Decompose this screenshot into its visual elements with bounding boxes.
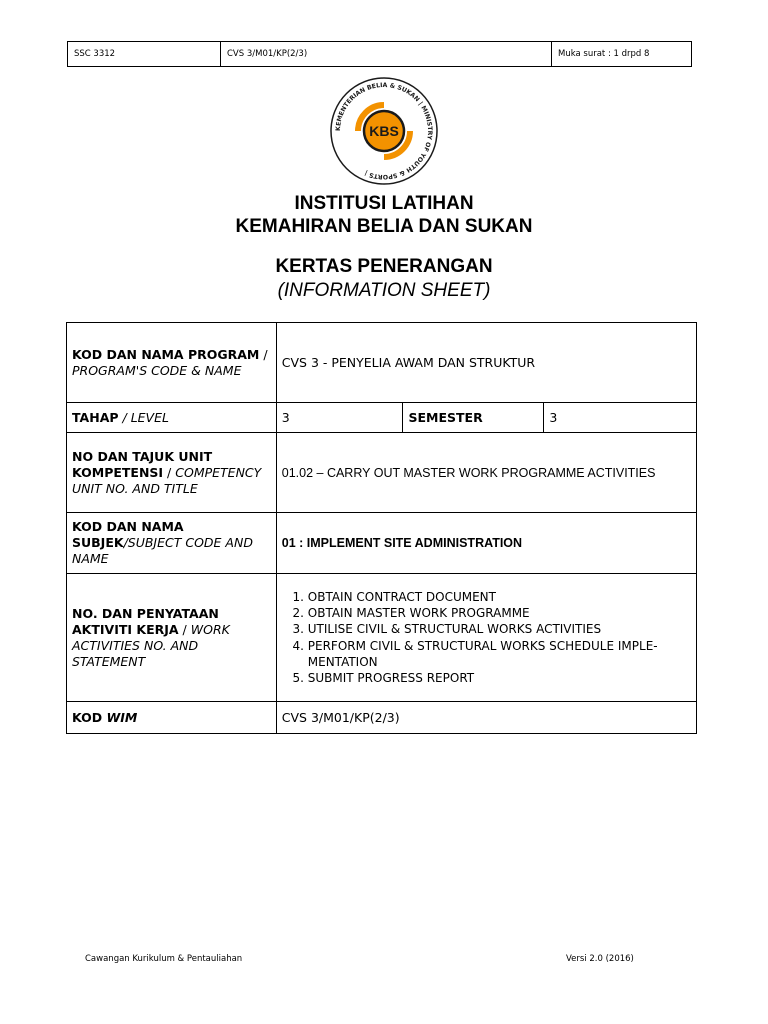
logo-ring-text: KEMENTERIAN BELIA & SUKAN | MINISTRY OF YOUTH & SPORTS | <box>334 81 434 181</box>
unit-label: NO DAN TAJUK UNIT KOMPETENSI / COMPETENCY UNIT NO. AND TITLE <box>67 433 277 513</box>
sheet-subtitle: (INFORMATION SHEET) <box>277 280 491 301</box>
activity-item: 3. UTILISE CIVIL & STRUCTURAL WORKS ACTIVITIES <box>308 621 691 637</box>
header-page: Muka surat : 1 drpd 8 <box>552 42 692 67</box>
level-row <box>67 403 697 433</box>
header-ref: CVS 3/M01/KP(2/3) <box>221 42 552 67</box>
institute-title-line1: INSTITUSI LATIHAN <box>294 193 474 214</box>
unit-value: 01.02 – CARRY OUT MASTER WORK PROGRAMME ACTIVITIES <box>276 433 696 513</box>
activity-item: 1. OBTAIN CONTRACT DOCUMENT <box>308 589 691 605</box>
header-code: SSC 3312 <box>68 42 221 67</box>
program-value: CVS 3 - PENYELIA AWAM DAN STRUKTUR <box>276 323 696 403</box>
header-table <box>67 41 692 67</box>
wim-label: KOD WIM <box>67 702 277 734</box>
sheet-title: KERTAS PENERANGAN <box>275 256 493 277</box>
semester-value: 3 <box>544 403 697 433</box>
logo-center-text: KBS <box>369 123 399 139</box>
unit-row <box>67 433 697 513</box>
semester-label: SEMESTER <box>403 403 544 433</box>
footer-version: Versi 2.0 (2016) <box>566 954 634 964</box>
subject-label: KOD DAN NAMA SUBJEK/SUBJECT CODE AND NAME <box>67 513 277 574</box>
activity-item: 2. OBTAIN MASTER WORK PROGRAMME <box>308 605 691 621</box>
program-label: KOD DAN NAMA PROGRAM / PROGRAM'S CODE & NAME <box>67 323 277 403</box>
kbs-logo <box>328 76 440 186</box>
footer-department: Cawangan Kurikulum & Pentauliahan <box>85 954 243 964</box>
level-value: 3 <box>276 403 403 433</box>
institute-title-line2: KEMAHIRAN BELIA DAN SUKAN <box>235 216 533 237</box>
activities-label: NO. DAN PENYATAAN AKTIVITI KERJA / WORK ACTIVITIES NO. AND STATEMENT <box>67 574 277 702</box>
wim-value: CVS 3/M01/KP(2/3) <box>276 702 696 734</box>
activities-row <box>67 574 697 702</box>
level-label: TAHAP / LEVEL <box>67 403 277 433</box>
activities-list <box>282 589 691 686</box>
activity-item: 5. SUBMIT PROGRESS REPORT <box>308 670 691 686</box>
subject-value: 01 : IMPLEMENT SITE ADMINISTRATION <box>276 513 696 574</box>
info-table <box>66 322 697 734</box>
program-row <box>67 323 697 403</box>
subject-row <box>67 513 697 574</box>
wim-row <box>67 702 697 734</box>
activities-list-cell <box>276 574 696 702</box>
activity-item: 4. PERFORM CIVIL & STRUCTURAL WORKS SCHEDULE IMPLE-MENTATION <box>308 638 691 670</box>
